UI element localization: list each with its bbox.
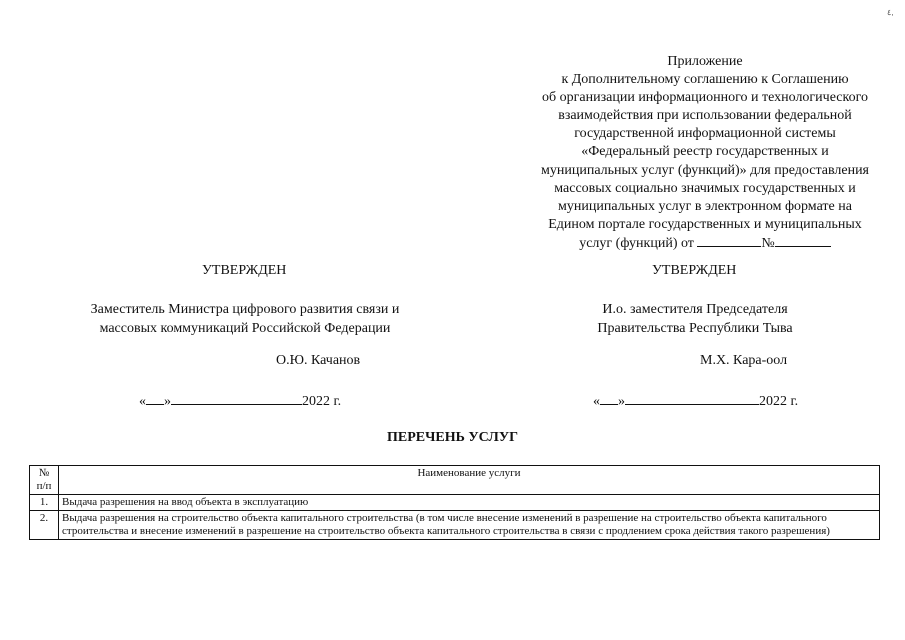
appendix-block	[505, 53, 905, 253]
row-number: 2.	[30, 511, 59, 540]
position-line: И.о. заместителя Председателя	[602, 302, 788, 317]
approval-right-position	[520, 300, 870, 338]
date-year: 2022 г.	[759, 394, 799, 409]
appendix-line: муниципальных услуг (функций)» для предоставления	[541, 162, 869, 178]
date-open-quote: «	[139, 394, 146, 409]
appendix-line: Едином портале государственных и муниципальных	[548, 216, 862, 232]
approval-right-heading: УТВЕРЖДЕН	[652, 263, 737, 278]
row-number: 1.	[30, 495, 59, 511]
approval-right-signer: М.Х. Кара-оол	[700, 353, 788, 368]
header-number: № п/п	[30, 466, 59, 495]
row-service-name: Выдача разрешения на строительство объекта капитального строительства (в том числе внесение изменений в разрешение на строительство объекта капитального строительства и внесение изменений в разрешение на строительство объекта капитального строительства в связи с продлением срока действия такого разрешения)	[59, 511, 880, 540]
date-day-blank	[146, 392, 164, 405]
appendix-line: государственной информационной системы	[574, 126, 836, 142]
date-month-blank	[625, 392, 759, 405]
appendix-line: муниципальных услуг в электронном формате на	[558, 198, 852, 214]
services-table	[29, 465, 880, 540]
appendix-date-blank	[697, 234, 761, 247]
date-close-quote: »	[618, 394, 625, 409]
appendix-number-blank	[775, 234, 831, 247]
date-year: 2022 г.	[302, 394, 342, 409]
appendix-number-sign: №	[761, 235, 775, 251]
date-day-blank	[600, 392, 618, 405]
document-title: ПЕРЕЧЕНЬ УСЛУГ	[386, 430, 519, 445]
date-open-quote: «	[593, 394, 600, 409]
corner-mark: ٤,	[887, 8, 894, 17]
position-line: Правительства Республики Тыва	[597, 321, 793, 336]
appendix-line: «Федеральный реестр государственных и	[581, 144, 829, 160]
header-service-name: Наименование услуги	[59, 466, 880, 495]
approval-left-heading: УТВЕРЖДЕН	[202, 263, 287, 278]
appendix-line: к Дополнительному соглашению к Соглашению	[561, 72, 849, 88]
appendix-date-prefix: услуг (функций) от	[579, 235, 694, 251]
approval-right-date	[593, 392, 798, 410]
appendix-line: массовых социально значимых государственных и	[554, 180, 856, 196]
appendix-line: взаимодействия при использовании федеральной	[558, 108, 852, 124]
appendix-line: об организации информационного и технологического	[542, 90, 868, 106]
position-line: Заместитель Министра цифрового развития связи и	[90, 302, 400, 317]
approval-left-signer: О.Ю. Качанов	[276, 353, 361, 368]
date-month-blank	[171, 392, 302, 405]
position-line: массовых коммуникаций Российской Федерации	[99, 321, 391, 336]
table-row	[30, 511, 880, 540]
appendix-date-line	[505, 234, 905, 253]
table-header-row	[30, 466, 880, 495]
table-row	[30, 495, 880, 511]
approval-left-date	[139, 392, 341, 410]
row-service-name: Выдача разрешения на ввод объекта в эксплуатацию	[59, 495, 880, 511]
appendix-line: Приложение	[667, 54, 743, 69]
date-close-quote: »	[164, 394, 171, 409]
approval-left-position	[60, 300, 430, 338]
